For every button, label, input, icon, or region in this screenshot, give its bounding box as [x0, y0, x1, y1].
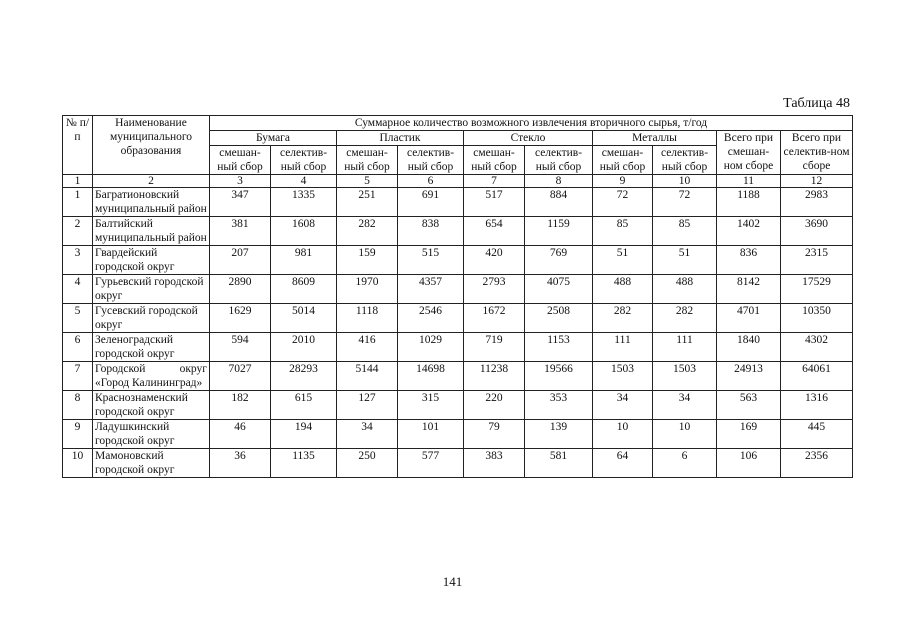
- value-cell: 250: [337, 449, 398, 478]
- value-cell: 1188: [717, 188, 781, 217]
- value-cell: 24913: [717, 362, 781, 391]
- value-cell: 1118: [337, 304, 398, 333]
- value-cell: 282: [593, 304, 653, 333]
- value-cell: 981: [271, 246, 337, 275]
- value-cell: 64: [593, 449, 653, 478]
- value-cell: 2010: [271, 333, 337, 362]
- value-cell: 517: [464, 188, 525, 217]
- row-number: 5: [63, 304, 93, 333]
- value-cell: 1159: [525, 217, 593, 246]
- row-number: 10: [63, 449, 93, 478]
- row-number: 3: [63, 246, 93, 275]
- value-cell: 51: [653, 246, 717, 275]
- column-number: 5: [337, 175, 398, 188]
- value-cell: 1135: [271, 449, 337, 478]
- value-cell: 111: [653, 333, 717, 362]
- row-number: 6: [63, 333, 93, 362]
- header-material: Металлы: [593, 131, 717, 146]
- value-cell: 2546: [398, 304, 464, 333]
- value-cell: 4075: [525, 275, 593, 304]
- page-number: 141: [442, 574, 463, 589]
- header-selective: селектив-ный сбор: [271, 146, 337, 175]
- value-cell: 11238: [464, 362, 525, 391]
- header-selective: селектив-ный сбор: [653, 146, 717, 175]
- table-row: [63, 362, 853, 391]
- value-cell: 420: [464, 246, 525, 275]
- value-cell: 1335: [271, 188, 337, 217]
- value-cell: 8142: [717, 275, 781, 304]
- row-number: 8: [63, 391, 93, 420]
- value-cell: 769: [525, 246, 593, 275]
- value-cell: 4302: [781, 333, 853, 362]
- value-cell: 691: [398, 188, 464, 217]
- column-number: 12: [781, 175, 853, 188]
- value-cell: 445: [781, 420, 853, 449]
- value-cell: 594: [210, 333, 271, 362]
- value-cell: 1970: [337, 275, 398, 304]
- value-cell: 383: [464, 449, 525, 478]
- value-cell: 34: [653, 391, 717, 420]
- value-cell: 36: [210, 449, 271, 478]
- value-cell: 28293: [271, 362, 337, 391]
- value-cell: 1029: [398, 333, 464, 362]
- header-mixed: смешан-ный сбор: [593, 146, 653, 175]
- value-cell: 5014: [271, 304, 337, 333]
- value-cell: 2508: [525, 304, 593, 333]
- value-cell: 2315: [781, 246, 853, 275]
- column-number: 10: [653, 175, 717, 188]
- value-cell: 101: [398, 420, 464, 449]
- value-cell: 3690: [781, 217, 853, 246]
- header-mixed: смешан-ный сбор: [210, 146, 271, 175]
- value-cell: 1316: [781, 391, 853, 420]
- value-cell: 1672: [464, 304, 525, 333]
- header-material: Бумага: [210, 131, 337, 146]
- value-cell: 836: [717, 246, 781, 275]
- value-cell: 1840: [717, 333, 781, 362]
- table-row: [63, 188, 853, 217]
- header-total-selective: Всего при селектив-ном сборе: [781, 131, 853, 175]
- value-cell: 251: [337, 188, 398, 217]
- value-cell: 838: [398, 217, 464, 246]
- value-cell: 488: [593, 275, 653, 304]
- column-number: 8: [525, 175, 593, 188]
- value-cell: 654: [464, 217, 525, 246]
- column-number: 7: [464, 175, 525, 188]
- row-number: 2: [63, 217, 93, 246]
- header-selective: селектив-ный сбор: [525, 146, 593, 175]
- value-cell: 139: [525, 420, 593, 449]
- value-cell: 46: [210, 420, 271, 449]
- column-number: 4: [271, 175, 337, 188]
- value-cell: 10: [593, 420, 653, 449]
- value-cell: 2983: [781, 188, 853, 217]
- column-number: 6: [398, 175, 464, 188]
- municipality-name: Гвардейский городской округ: [93, 246, 210, 275]
- value-cell: 1503: [593, 362, 653, 391]
- value-cell: 1153: [525, 333, 593, 362]
- table-row: [63, 304, 853, 333]
- municipality-name: Багратионовский муниципальный район: [93, 188, 210, 217]
- value-cell: 2890: [210, 275, 271, 304]
- value-cell: 72: [653, 188, 717, 217]
- value-cell: 4357: [398, 275, 464, 304]
- value-cell: 4701: [717, 304, 781, 333]
- value-cell: 85: [593, 217, 653, 246]
- table-header: [63, 116, 853, 188]
- value-cell: 563: [717, 391, 781, 420]
- value-cell: 207: [210, 246, 271, 275]
- value-cell: 2793: [464, 275, 525, 304]
- header-number: № п/п: [63, 116, 93, 175]
- header-name: Наименование муниципального образования: [93, 116, 210, 175]
- value-cell: 353: [525, 391, 593, 420]
- table-row: [63, 246, 853, 275]
- value-cell: 17529: [781, 275, 853, 304]
- value-cell: 1629: [210, 304, 271, 333]
- value-cell: 34: [593, 391, 653, 420]
- value-cell: 416: [337, 333, 398, 362]
- municipality-name: Зеленоградский городской округ: [93, 333, 210, 362]
- value-cell: 106: [717, 449, 781, 478]
- value-cell: 169: [717, 420, 781, 449]
- value-cell: 19566: [525, 362, 593, 391]
- municipality-name: Балтийский муниципальный район: [93, 217, 210, 246]
- value-cell: 282: [337, 217, 398, 246]
- row-number: 1: [63, 188, 93, 217]
- value-cell: 719: [464, 333, 525, 362]
- header-mixed: смешан-ный сбор: [337, 146, 398, 175]
- value-cell: 220: [464, 391, 525, 420]
- value-cell: 85: [653, 217, 717, 246]
- value-cell: 381: [210, 217, 271, 246]
- column-number: 1: [63, 175, 93, 188]
- value-cell: 10: [653, 420, 717, 449]
- value-cell: 884: [525, 188, 593, 217]
- value-cell: 14698: [398, 362, 464, 391]
- table-row: [63, 420, 853, 449]
- table-row: [63, 391, 853, 420]
- municipality-name: Гусевский городской округ: [93, 304, 210, 333]
- column-number: 11: [717, 175, 781, 188]
- value-cell: 488: [653, 275, 717, 304]
- value-cell: 5144: [337, 362, 398, 391]
- column-number: 3: [210, 175, 271, 188]
- value-cell: 282: [653, 304, 717, 333]
- value-cell: 159: [337, 246, 398, 275]
- row-number: 9: [63, 420, 93, 449]
- municipality-name: Городской округ «Город Калининград»: [93, 362, 210, 391]
- value-cell: 34: [337, 420, 398, 449]
- value-cell: 1402: [717, 217, 781, 246]
- value-cell: 51: [593, 246, 653, 275]
- value-cell: 8609: [271, 275, 337, 304]
- column-number: 2: [93, 175, 210, 188]
- value-cell: 182: [210, 391, 271, 420]
- header-total-mixed: Всего при смешан-ном сборе: [717, 131, 781, 175]
- value-cell: 127: [337, 391, 398, 420]
- header-mixed: смешан-ный сбор: [464, 146, 525, 175]
- table-row: [63, 449, 853, 478]
- value-cell: 194: [271, 420, 337, 449]
- value-cell: 10350: [781, 304, 853, 333]
- value-cell: 79: [464, 420, 525, 449]
- value-cell: 7027: [210, 362, 271, 391]
- value-cell: 6: [653, 449, 717, 478]
- table-row: [63, 333, 853, 362]
- value-cell: 2356: [781, 449, 853, 478]
- municipality-name: Гурьевский городской округ: [93, 275, 210, 304]
- value-cell: 1503: [653, 362, 717, 391]
- header-material: Стекло: [464, 131, 593, 146]
- value-cell: 615: [271, 391, 337, 420]
- value-cell: 347: [210, 188, 271, 217]
- value-cell: 581: [525, 449, 593, 478]
- value-cell: 577: [398, 449, 464, 478]
- value-cell: 315: [398, 391, 464, 420]
- value-cell: 72: [593, 188, 653, 217]
- column-numbers-row: [63, 175, 853, 188]
- table-body: [63, 188, 853, 478]
- row-number: 7: [63, 362, 93, 391]
- recycling-table: [62, 115, 853, 478]
- municipality-name: Ладушкинский городской округ: [93, 420, 210, 449]
- value-cell: 515: [398, 246, 464, 275]
- header-selective: селектив-ный сбор: [398, 146, 464, 175]
- table-row: [63, 217, 853, 246]
- column-number: 9: [593, 175, 653, 188]
- value-cell: 111: [593, 333, 653, 362]
- value-cell: 1608: [271, 217, 337, 246]
- table-caption: Таблица 48: [783, 96, 850, 111]
- municipality-name: Краснознаменский городской округ: [93, 391, 210, 420]
- value-cell: 64061: [781, 362, 853, 391]
- header-group-title: Суммарное количество возможного извлечения вторичного сырья, т/год: [210, 116, 853, 131]
- row-number: 4: [63, 275, 93, 304]
- municipality-name: Мамоновский городской округ: [93, 449, 210, 478]
- table-row: [63, 275, 853, 304]
- header-material: Пластик: [337, 131, 464, 146]
